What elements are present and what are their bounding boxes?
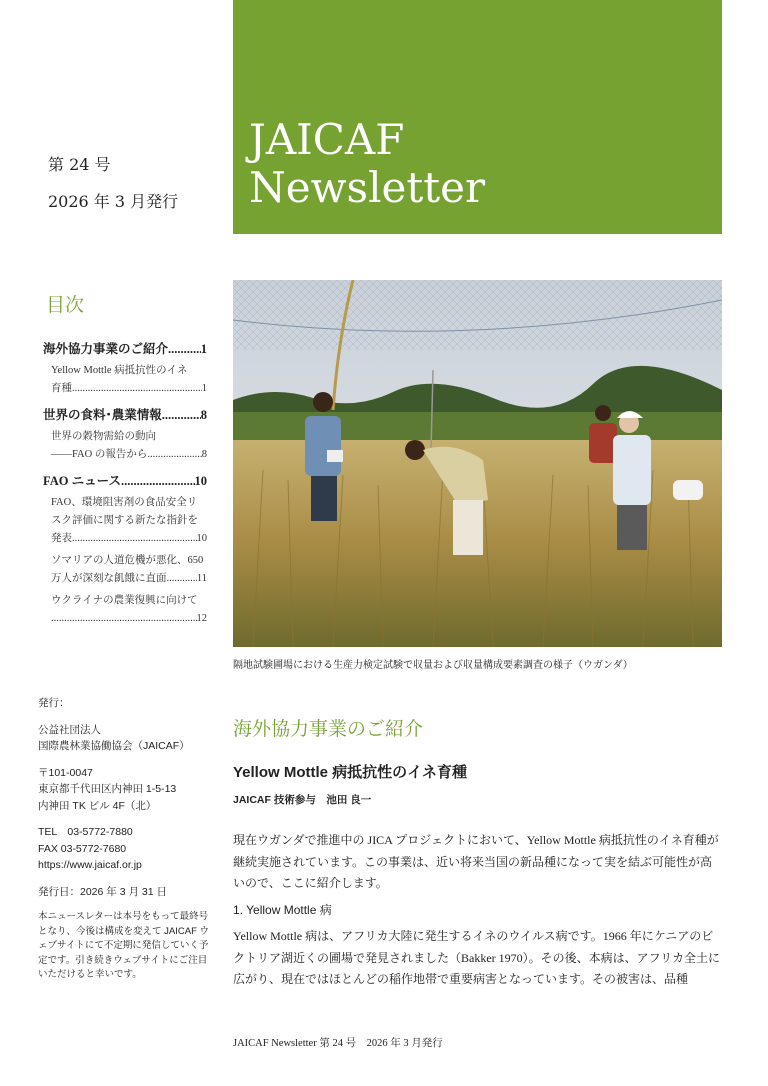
title-line-2: Newsletter <box>249 163 486 212</box>
fax: FAX 03-5772-7680 <box>38 842 127 855</box>
publisher-info <box>38 695 208 900</box>
toc-section-title: FAO ニュース <box>43 474 121 488</box>
toc-item[interactable] <box>43 494 207 548</box>
toc-heading: 目次 <box>46 294 85 316</box>
toc-item[interactable] <box>43 428 207 464</box>
newsletter-title <box>249 116 485 212</box>
address-line-1: 東京都千代田区内神田 1-5-13 <box>38 783 177 795</box>
article-body: Yellow Mottle 病は、アフリカ大陸に発生するイネのウイルス病です。1966 年にケニアのビクトリア湖近くの圃場で発見されました（Bakker 1970）。その後、本病は、アフリカ全土に広がり、現在ではほとんどの稲作地帯で重要病害となっています。その被害は、品種 <box>233 929 721 986</box>
section-title: 海外協力事業のご紹介 <box>233 718 424 740</box>
toc-item-line1: ウクライナの農業復興に向けて <box>51 595 198 606</box>
toc-section-page: 1 <box>200 342 207 356</box>
article-subheading: 1. Yellow Mottle 病 <box>233 903 332 917</box>
address-line-2: 内神田 TK ビル 4F（北） <box>38 799 157 812</box>
field-photo <box>233 280 722 647</box>
article-author: JAICAF 技術参与 池田 良一 <box>233 794 372 806</box>
toc-item-page: 12 <box>196 613 207 624</box>
toc-item-line2: 発表 <box>51 533 72 544</box>
toc-section-title: 海外協力事業のご紹介 <box>43 342 169 356</box>
publisher-label: 発行： <box>38 697 70 709</box>
page-footer: JAICAF Newsletter 第 24 号 2026 年 3 月発行 <box>233 1038 443 1049</box>
toc-item-line2: ――FAO の報告から <box>51 449 148 460</box>
toc-item-line1: Yellow Mottle 病抵抗性のイネ <box>51 365 188 376</box>
toc-dots <box>147 446 201 464</box>
title-block <box>233 0 722 234</box>
toc-dots <box>121 472 195 490</box>
table-of-contents <box>43 332 207 628</box>
toc-dots <box>72 380 202 398</box>
org-name: 国際農林業協働協会（JAICAF） <box>38 740 190 752</box>
toc-section-page: 8 <box>200 408 207 422</box>
website-link[interactable]: https://www.jaicaf.or.jp <box>38 859 142 871</box>
toc-dots <box>72 530 197 548</box>
toc-section-overseas[interactable] <box>43 340 207 358</box>
toc-item[interactable] <box>43 552 207 588</box>
toc-item-line1: FAO、環境阻害剤の食品安全リスク評価に関する新たな指針を <box>51 497 198 526</box>
toc-section-world-food[interactable] <box>43 406 207 424</box>
photo-caption: 隔地試験圃場における生産力検定試験で収量および収量構成要素調査の様子（ウガンダ） <box>233 660 633 671</box>
toc-section-title: 世界の食料･農業情報 <box>43 408 162 422</box>
toc-dots <box>168 340 201 358</box>
title-line-1: JAICAF <box>249 115 405 164</box>
issue-number: 第 24 号 <box>48 155 111 174</box>
toc-dots <box>51 610 197 628</box>
toc-item[interactable] <box>43 362 207 398</box>
toc-item-line1: ソマリアの人道危機が悪化、650 <box>51 555 204 566</box>
toc-item-page: 8 <box>201 449 207 460</box>
toc-item-page: 11 <box>196 573 207 584</box>
toc-item-line2: 育種 <box>51 383 72 394</box>
article-intro: 現在ウガンダで推進中の JICA プロジェクトにおいて、Yellow Mottle 病抵抗性のイネ育種が継続実施されています。この事業は、近い将来当国の新品種になって実を結ぶ可能性が高いので、ここに紹介します。 <box>233 833 719 890</box>
publish-date: 発行日：2026 年 3 月 31 日 <box>38 885 167 898</box>
toc-item-page: 10 <box>196 533 207 544</box>
toc-item-line1: 世界の穀物需給の動向 <box>51 431 156 442</box>
tel: TEL 03-5772-7880 <box>38 826 133 838</box>
final-issue-notice: 本ニュースレターは本号をもって最終号となり、今後は構成を変えて JAICAF ウェブサイトにて不定期に発信していく予定です。引き続きウェブサイトにご注目いただけると幸いです。 <box>38 911 210 980</box>
article-title: Yellow Mottle 病抵抗性のイネ育種 <box>233 764 468 781</box>
toc-section-page: 10 <box>194 474 207 488</box>
toc-item-page: 1 <box>201 383 207 394</box>
toc-item[interactable] <box>43 592 207 628</box>
org-type: 公益社団法人 <box>38 723 101 736</box>
postal-code: 〒101-0047 <box>38 766 93 779</box>
toc-dots <box>167 570 197 588</box>
issue-date: 2026 年 3 月発行 <box>48 192 179 211</box>
toc-dots <box>162 406 201 424</box>
toc-item-line2: 万人が深刻な飢餓に直面 <box>51 573 167 584</box>
toc-section-fao-news[interactable] <box>43 472 207 490</box>
